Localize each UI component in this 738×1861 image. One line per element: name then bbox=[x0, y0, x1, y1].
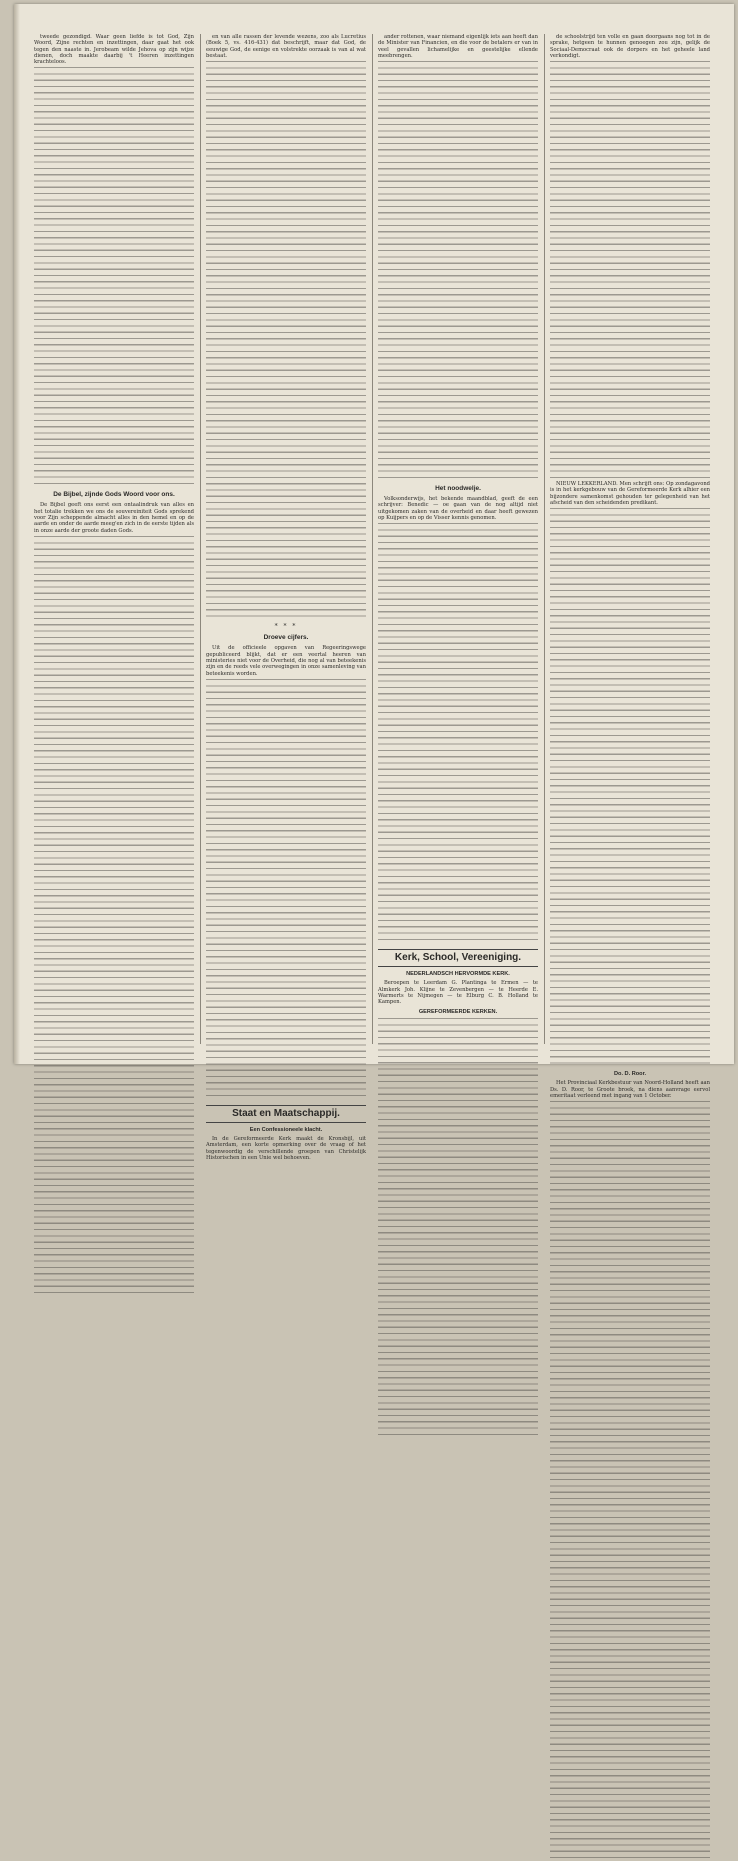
body-text-block bbox=[206, 61, 366, 621]
article-text: de schoolstrijd ten volle en gaan doorgaans nog tot in de sprake, hetgeen te hunnen genoegen zou zijn, gelijk de Sociaal-Democraat ook de dorpers en het geheele land verkondigt. bbox=[550, 34, 710, 59]
column-rule bbox=[200, 34, 201, 1044]
body-text-block bbox=[378, 61, 538, 481]
page-fold-shadow bbox=[14, 4, 20, 1064]
column-3 bbox=[378, 34, 538, 1044]
body-text-block bbox=[550, 61, 710, 481]
body-text-block bbox=[206, 679, 366, 1099]
article-text: Uit de officieele opgaven van Regeeringswege gepubliceerd blijkt, dat er een veertal heeren van ministeries niet voor de Overheid, die nog al van beteekenis zijn en de reeds vele overwegingen in onze samenleving van beteekenis worden. bbox=[206, 645, 366, 677]
body-text-block bbox=[34, 67, 194, 487]
section-heading: Staat en Maatschappij. bbox=[206, 1105, 366, 1123]
divider: * * * bbox=[274, 623, 298, 631]
article-text: tweede gezondigd. Waar geen liefde is tot God, Zijn Woord, Zijne rechten en inzettingen, daar gaat het ook tegen den naaste in. Jerobeam wilde Jehova op zijn wijze dienen, doch maakte daarbij 't Heeren inzettingen krachteloos. bbox=[34, 34, 194, 66]
article-text: In de Gereformeerde Kerk maakt de Kronsbijl, uit Amsterdam, een korte opmerking over de vraag of het tegenwoordig de verschillende groepen van Christelijk Historischen in een Unie wel behoeven. bbox=[206, 1135, 366, 1161]
article-text: Beroepen te Leerdam G. Plantinga te Ermen — te Almkerk Joh. Klijne te Zevenbergen — te Heerde E. Warmerts te Nijmegen — te Elburg C. B. Holland te Kampen. bbox=[378, 980, 538, 1006]
column-4 bbox=[550, 34, 710, 1099]
article-heading: Droeve cijfers. bbox=[263, 634, 309, 642]
body-text-block bbox=[378, 1018, 538, 1438]
article-text: ander rottenen, waar niemand eigenlijk iets aan heeft dan de Minister van Financien, en die voor de betalers er van in veel gevallen lichamelijke en geestelijke ellende meebrengen. bbox=[378, 34, 538, 59]
body-text-block bbox=[550, 1101, 710, 1861]
body-text-block bbox=[34, 536, 194, 1296]
column-2 bbox=[206, 34, 366, 1161]
article-text: Het Provinciaal Kerkbestuur van Noord-Holland heeft aan Ds. D. Roor, te Groote broek, na diens aanvrage eervol emeritaat verleend met ingang van 1 October. bbox=[550, 1080, 710, 1099]
section-heading: Kerk, School, Vereeniging. bbox=[378, 949, 538, 967]
article-subheading: Een Confessioneele klacht. bbox=[249, 1126, 323, 1133]
column-rule bbox=[544, 34, 545, 1044]
article-subheading: Do. D. Roor. bbox=[613, 1071, 646, 1078]
article-text: De Bijbel geeft ons eerst een ontaalindruk van alles en het totalie trekken we ons de souvereiniteit Gods sprekend voor Zijn scheppende almacht alles in den hemel en op de aarde en onder de aarde meeg'en zich in de eerste tijden als in onze aarde der groote daden Gods. bbox=[34, 502, 194, 534]
column-rule bbox=[372, 34, 373, 1044]
column-1 bbox=[34, 34, 194, 1044]
newspaper-page bbox=[14, 4, 734, 1161]
article-heading: Het noodwelje. bbox=[435, 485, 481, 493]
article-text: Volksonderwijs, het bekende maandblad, geeft de een schrijver: Benedic — oe gaan van de nog altijd niet uitgekomen zaken van de overheid en daar heeft gewezen op Kuijpers en op de Visser kennis genomen. bbox=[378, 496, 538, 522]
body-text-block bbox=[378, 523, 538, 943]
body-text-block bbox=[550, 508, 710, 1068]
article-text: en van alle rassen der levende wezens, zoo als Lucretius (Boek 5, vs. 416-431) dat beschrijft, maar dat God, de eeuwige God, de eenige en volstrekte oorzaak is van al wat bestaat. bbox=[206, 34, 366, 59]
article-subheading: NEDERLANDSCH HERVORMDE KERK. bbox=[406, 971, 510, 978]
article-heading: De Bijbel, zijnde Gods Woord voor ons. bbox=[53, 491, 175, 499]
article-text: NIEUW LEKKERLAND. Men schrijft ons: Op zondagavond is in het kerkgebouw van de Gereformeerde Kerk alhier een bijzondere samenkomst gehouden ter gelegenheid van het afscheid van den scheidenden predikant. bbox=[550, 481, 710, 507]
article-subheading: GEREFORMEERDE KERKEN. bbox=[418, 1008, 498, 1015]
